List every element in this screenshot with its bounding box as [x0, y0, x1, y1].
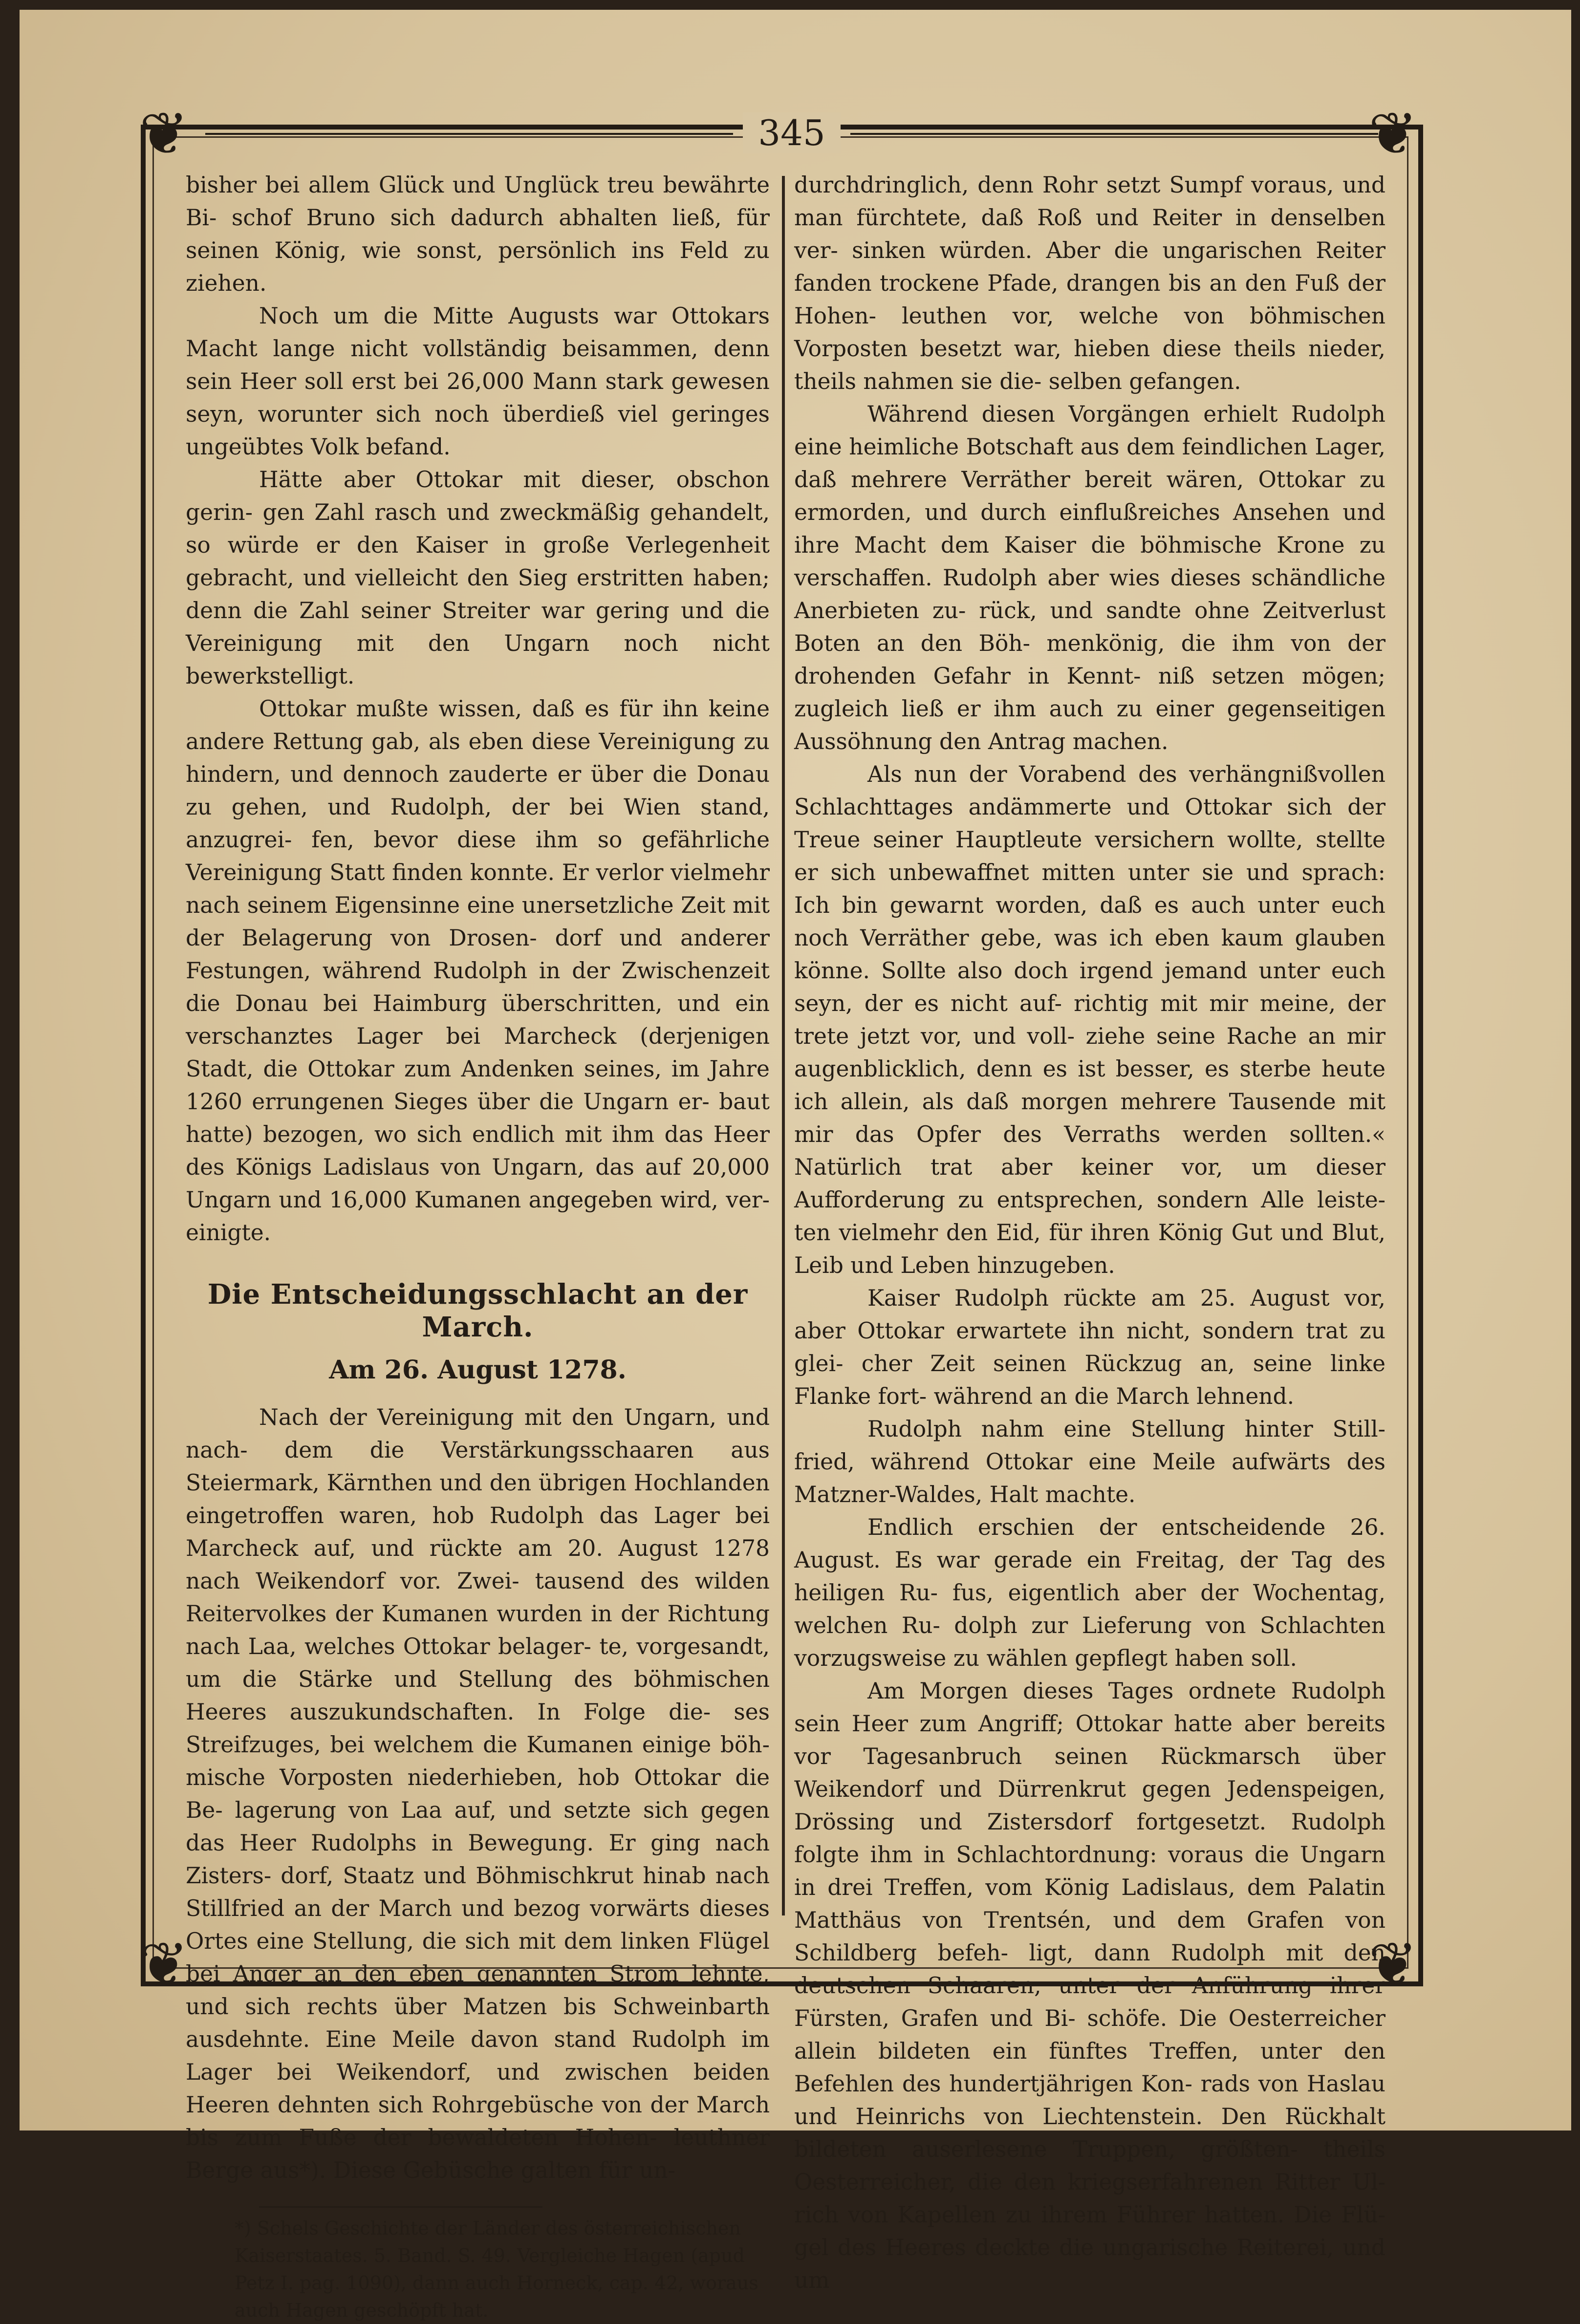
left-paragraph-5: Nach der Vereinigung mit den Ungarn, und nach- dem die Verstärkungsschaaren aus Steiermark, Kärnthen und den übrigen Hochlanden eingetroffen waren, hob Rudolph das Lager bei Marcheck auf, und rückte am 20. August 1278 nach Weikendorf vor. Zwei- tausend des wilden Reitervolkes der Kumanen wurden in der Richtung nach Laa, welches Ottokar belager- te, vorgesandt, um die Stärke und Stellung des böhmischen Heeres auszukundschaften. In Folge die- ses Streifzuges, bei welchem die Kumanen einige böh- mische Vorposten niederhieben, hob Ottokar die Be- lagerung von Laa auf, und setzte sich gegen das Heer Rudolphs in Bewegung. Er ging nach Zisters- dorf, Staatz und Böhmischkrut hinab nach Stillfried an der March und bezog vorwärts dieses Ortes eine Stellung, die sich mit dem linken Flügel bei Anger an den eben genannten Strom lehnte, und sich rechts über Matzen bis Schweinbarth ausdehnte. Eine Meile davon stand Rudolph im Lager bei Weikendorf, und zwischen beiden Heeren dehnten sich Rohrgebüsche von der March bis zum Fuße der bewaldeten Hohen- leuthner Berge aus*). Diese Gebüsche galten für un- [186, 1404, 770, 2183]
right-paragraph-4: Kaiser Rudolph rückte am 25. August vor, aber Ottokar erwartete ihn nicht, sondern trat zu glei- cher Zeit seinen Rückzug an, seine linke Flanke fort- während an die March lehnend. [794, 1285, 1385, 1409]
corner-ornament-bottom-left-icon: ❦ [139, 1930, 189, 1998]
column-divider [782, 176, 785, 1915]
corner-ornament-top-right-icon: ❦ [1368, 100, 1418, 168]
left-column [186, 169, 770, 2324]
footnote-rule [259, 2206, 542, 2208]
section-subheading: Am 26. August 1278. [329, 1355, 627, 1385]
right-paragraph-7: Am Morgen dieses Tages ordnete Rudolph sein Heer zum Angriff; Ottokar hatte aber bereits vor Tagesanbruch seinen Rückmarsch über Weikendorf und Dürrenkrut gegen Jedenspeigen, Drössing und Zistersdorf fortgesetzt. Rudolph folgte ihm in Schlachtordnung: voraus die Ungarn in drei Treffen, vom König Ladislaus, dem Palatin Matthäus von Trentsén, und dem Grafen von Schildberg befeh- ligt, dann Rudolph mit den deutschen Schaaren, unter der Anführung ihrer Fürsten, Grafen und Bi- schöfe. Die Oesterreicher allein bildeten ein fünftes Treffen, unter den Befehlen des hundertjährigen Kon- rads von Haslau und Heinrichs von Liechtenstein. Den Rückhalt bildeten auserlesene Truppen, größten- theils Oesterreicher, die den kriegserfahrenen Ritter Ul- rich von Kapellen zu ihrem Führer hatten. Die Flü- gel des Heeres deckte die ungarische Reiterei, und um [794, 1678, 1385, 2293]
corner-ornament-top-left-icon: ❦ [139, 100, 189, 168]
left-paragraph-1: bisher bei allem Glück und Unglück treu bewährte Bi- schof Bruno sich dadurch abhalten ließ, für seinen König, wie sonst, persönlich ins Feld zu ziehen. [186, 172, 770, 296]
left-paragraph-3: Hätte aber Ottokar mit dieser, obschon gerin- gen Zahl rasch und zweckmäßig gehandelt, so würde er den Kaiser in große Verlegenheit gebracht, und vielleicht den Sieg erstritten haben; denn die Zahl seiner Streiter war gering und die Vereinigung mit den Ungarn noch nicht bewerkstelligt. [186, 467, 770, 689]
right-paragraph-5: Rudolph nahm eine Stellung hinter Still- fried, während Ottokar eine Meile aufwärts des Matzner-Waldes, Halt machte. [794, 1416, 1385, 1507]
right-column [794, 169, 1385, 2297]
right-paragraph-6: Endlich erschien der entscheidende 26. August. Es war gerade ein Freitag, der Tag des heiligen Ru- fus, eigentlich aber der Wochentag, welchen Ru- dolph zur Lieferung von Schlachten vorzugsweise zu wählen gepflegt haben soll. [794, 1514, 1385, 1671]
left-paragraph-4: Ottokar mußte wissen, daß es für ihn keine andere Rettung gab, als eben diese Vereinigung zu hindern, und dennoch zauderte er über die Donau zu gehen, und Rudolph, der bei Wien stand, anzugrei- fen, bevor diese ihm so gefährliche Vereinigung Statt finden konnte. Er verlor vielmehr nach seinem Eigensinne eine unersetzliche Zeit mit der Belagerung von Drosen- dorf und anderer Festungen, während Rudolph in der Zwischenzeit die Donau bei Haimburg überschritten, und ein verschanztes Lager bei Marcheck (derjenigen Stadt, die Ottokar zum Andenken seines, im Jahre 1260 errungenen Sieges über die Ungarn er- baut hatte) bezogen, wo sich endlich mit ihm das Heer des Königs Ladislaus von Ungarn, das auf 20,000 Ungarn und 16,000 Kumanen angegeben wird, ver- einigte. [186, 696, 770, 1246]
page-number: 345 [743, 112, 841, 153]
header-rule-left [205, 133, 733, 135]
right-paragraph-2: Während diesen Vorgängen erhielt Rudolph eine heimliche Botschaft aus dem feindlichen Lager, daß mehrere Verräther bereit wären, Ottokar zu ermorden, und durch einflußreiches Ansehen und ihre Macht dem Kaiser die böhmische Krone zu verschaffen. Rudolph aber wies dieses schändliche Anerbieten zu- rück, und sandte ohne Zeitverlust Boten an den Böh- menkönig, die ihm von der drohenden Gefahr in Kennt- niß setzen mögen; zugleich ließ er ihm auch zu einer gegenseitigen Aussöhnung den Antrag machen. [794, 401, 1385, 754]
left-paragraph-2: Noch um die Mitte Augusts war Ottokars Macht lange nicht vollständig beisammen, denn sein Heer soll erst bei 26,000 Mann stark gewesen seyn, worunter sich noch überdieß viel geringes ungeübtes Volk befand. [186, 303, 770, 460]
header-rule-right [850, 133, 1378, 135]
section-heading: Die Entscheidungsschlacht an der March. [207, 1278, 748, 1343]
right-paragraph-1: durchdringlich, denn Rohr setzt Sumpf voraus, und man fürchtete, daß Roß und Reiter in denselben ver- sinken würden. Aber die ungarischen Reiter fanden trockene Pfade, drangen bis an den Fuß der Hohen- leuthen vor, welche von böhmischen Vorposten besetzt war, hieben diese theils nieder, theils nahmen sie die- selben gefangen. [794, 172, 1385, 394]
corner-ornament-bottom-right-icon: ❦ [1368, 1930, 1418, 1998]
right-paragraph-3: Als nun der Vorabend des verhängnißvollen Schlachttages andämmerte und Ottokar sich der Treue seiner Hauptleute versichern wollte, stellte er sich unbewaffnet mitten unter sie und sprach: Ich bin gewarnt worden, daß es auch unter euch noch Verräther gebe, was ich eben kaum glauben könne. Sollte also doch irgend jemand unter euch seyn, der es nicht auf- richtig mit mir meine, der trete jetzt vor, und voll- ziehe seine Rache an mir augenblicklich, denn es ist besser, es sterbe heute ich allein, als daß morgen mehrere Tausende mit mir das Opfer des Verraths werden sollten.« Natürlich trat aber keiner vor, um dieser Aufforderung zu entsprechen, sondern Alle leiste- ten vielmehr den Eid, für ihren König Gut und Blut, Leib und Leben hinzugeben. [794, 761, 1385, 1278]
footnote: *) Schels Geschichte der Länder des österreichischen Kaiserstaates. 5. Band. S. 49. Vergleiche Hagen (apud Petz I. pag. 1090), dann auch Horneck, cap. 42, woraus auch Hagen geschöpft hat. [235, 2217, 758, 2321]
